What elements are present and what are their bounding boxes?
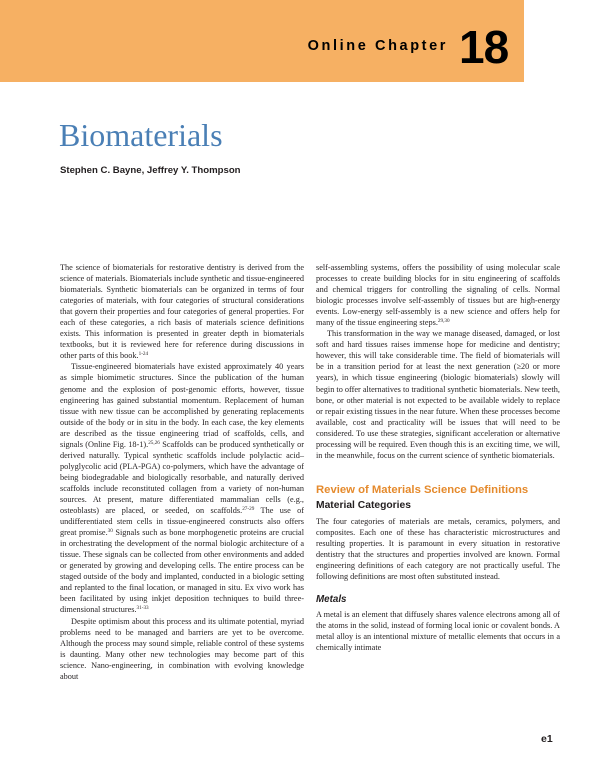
chapter-authors: Stephen C. Bayne, Jeffrey Y. Thompson <box>60 165 241 176</box>
paragraph-metals: A metal is an element that diffusely shares valence electrons among all of the atoms in the solid, instead of forming local ionic or covalent bonds. A metal alloy is an intentional mixture of metallic elements that occurs in a chemically intimate <box>316 610 560 653</box>
citation: 29,30 <box>437 318 450 325</box>
citation: 25,26 <box>148 439 160 446</box>
section-heading: Review of Materials Science Definitions <box>316 483 529 496</box>
paragraph-transformation: This transformation in the way we manage diseased, damaged, or lost soft and hard tissues raises immense hope for medicine and dentistry; however, this will take considerable time. The field of biomaterials will be in a transition period for at least the next generation (≥20 or more years), in which tissue engineering (biologic biomaterials) slowly will begin to offer alternatives to traditional synthetic biomaterials. New teeth, bone, or other material is not expected to be available widely to replace or repair existing tissues in the near future. When these processes become available, cost and practicality will be issues that will need to be considered. To use these strategies, significant acceleration or alternative processing will be required. Even though this is an exciting time, we will, in the meanwhile, focus on the current science of synthetic biomaterials. <box>316 329 560 460</box>
paragraph-self-assembly: self-assembling systems, offers the possibility of using molecular scale processes to create building blocks for in situ engineering of scaffolds and chemical triggers for controlling the signaling of cells. Normal biologic processes involve self-assembly of tissues but are high-energy events. Low-energy self-assembly is a new science and offers help for many of the tissue engineering steps.$^{29,30}$ <box>316 263 560 328</box>
chapter-label: Online Chapter <box>307 38 448 54</box>
paragraph-tissue-engineered: Tissue-engineered biomaterials have existed approximately 40 years as simple biomimetic structures. Since the publication of the human genome and the explosion of post-genomic efforts, however, tissue engineering has gained substantial momentum. Replacement of human tissue with new tissue can be accomplished by generating replacements outside of the body or in situ in the body. In each case, the key elements are described as the tissue engineering triad of scaffolds, cells, and signals (Online Fig. 18-1).$^{25,26}$ Scaffolds can be produced synthetically or derived naturally. Typical synthetic scaffolds include polylactic acid–polyglycolic acid (PLA-PGA) co-polymers, which have the advantage of being biodegradable and biologically resorbable, and naturally derived scaffolds include reconstituted collagen from a variety of non-human sources. At present, mature differentiated mammalian cells (e.g., osteoblasts) are placed, or seeded, on scaffolds.$^{27-29}$ The use of undifferentiated stem cells in tissue-engineered constructs also offers great promise.$^{30}$ Signals such as bone morphogenetic proteins are crucial in orchestrating the development of the normal biologic architecture of a tissue. These signals can be collected from other environments and added or generated by growing and developing cells. The entire process can be staged outside of the body and implanted, conducted in a biologic setting and replanted to the final location, or managed in situ. Ex vivo work has been facilitated by using inkjet deposition techniques to build three-dimensional structures.$^{31-33}$ <box>60 362 304 615</box>
citation: 27-29 <box>242 505 255 512</box>
right-text-column <box>316 262 560 653</box>
page-number: e1 <box>541 733 553 745</box>
left-text-column <box>60 262 304 682</box>
paragraph-material-categories: The four categories of materials are metals, ceramics, polymers, and composites. Each one of these has characteristic microstructures and resulting properties. It is paramount in every situation in restorative dentistry that the structures and properties involved are known. Formal engineering definitions of each category are not practically useful. The following definitions are most often substituted instead. <box>316 516 560 582</box>
subsubsection-heading: Metals <box>316 594 347 606</box>
citation: 1-24 <box>138 351 149 358</box>
citation: 31-33 <box>136 605 149 612</box>
chapter-title: Biomaterials <box>59 117 223 153</box>
paragraph-intro: The science of biomaterials for restorative dentistry is derived from the science of materials. Biomaterials include synthetic and tissue-engineered biomaterials. Synthetic biomaterials can be organized in terms of four categories of materials, with four categories of structural considerations that govern their properties and four categories of general properties. For each of these categories, a rich basis of materials science definitions exists. This information is presented in greater depth in biomaterials textbooks, but it is reviewed here for reference during discussions in other parts of this book.$^{1-24}$ <box>60 263 304 361</box>
paragraph-despite-optimism: Despite optimism about this process and its ultimate potential, myriad problems need to be managed and barriers are yet to be overcome. Although the process may sound simple, reliable control of these systems is daunting. Many other new technologies may become part of this science. Nano-engineering, in combination with evolving knowledge about <box>60 616 304 681</box>
subsection-heading: Material Categories <box>316 499 411 511</box>
citation: 30 <box>107 527 113 534</box>
chapter-number: 18 <box>459 21 509 73</box>
